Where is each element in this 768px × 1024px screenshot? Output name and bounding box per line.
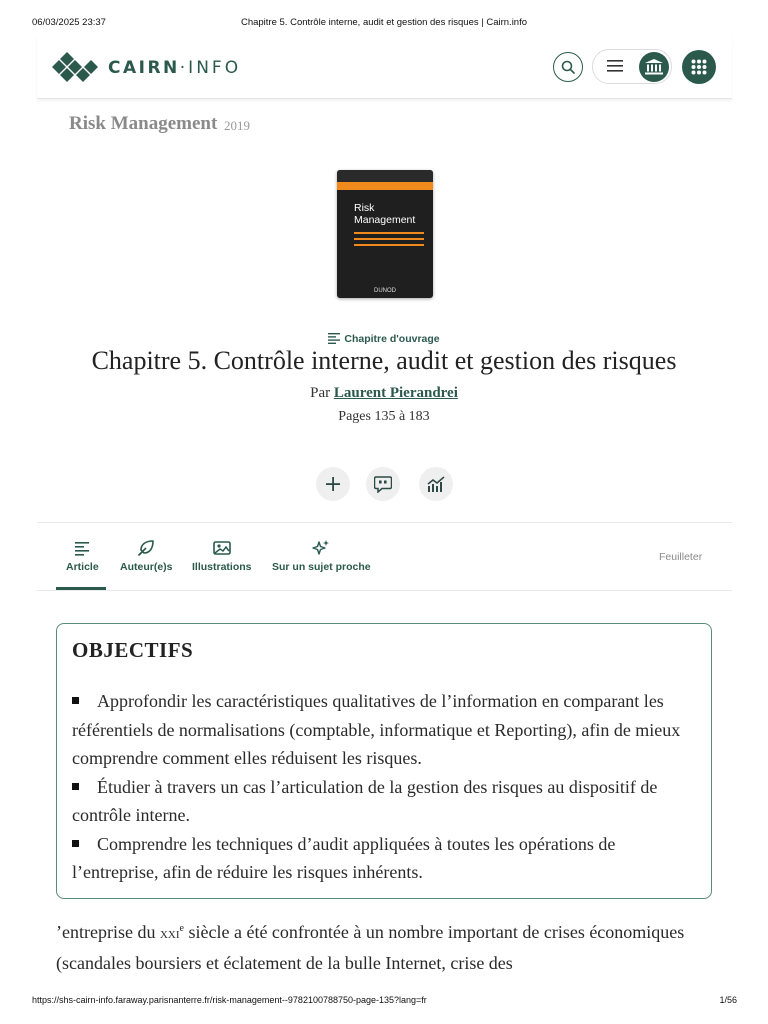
bullet-square-icon: [72, 783, 79, 790]
site-header: [37, 36, 732, 99]
book-title-link[interactable]: Risk Management: [69, 113, 218, 134]
cover-publisher: DUNOD: [374, 288, 396, 294]
print-header: [0, 17, 768, 31]
book-cover[interactable]: [337, 170, 433, 298]
article-lines-icon: [74, 539, 90, 557]
cairn-diamonds-icon: [52, 52, 102, 82]
page-range: Pages 135 à 183: [338, 409, 430, 424]
print-page-title: Chapitre 5. Contrôle interne, audit et gestion des risques | Cairn.info: [240, 17, 528, 28]
book-year: 2019: [224, 118, 250, 133]
search-button[interactable]: [553, 52, 583, 82]
chart-trend-icon: [427, 476, 445, 492]
apps-grid-button[interactable]: [682, 50, 716, 84]
article-tabs: [37, 522, 732, 591]
print-page-counter: 1/56: [719, 995, 737, 1005]
objective-item: Comprendre les techniques d’audit appliquées à toutes les opérations de l’entreprise, afin de réduire les risques inhérents.: [72, 833, 616, 882]
document-lines-icon: [328, 333, 340, 344]
print-url: https://shs-cairn-info.faraway.parisnanterre.fr/risk-management--9782100788750-page-135?lang=fr: [32, 995, 427, 1005]
cairn-logo[interactable]: [52, 52, 262, 82]
stats-button[interactable]: [419, 467, 453, 501]
sparkles-icon: [312, 539, 330, 557]
doc-type-label: Chapitre d'ouvrage: [0, 333, 768, 345]
objective-item: Approfondir les caractéristiques qualitatives de l’information en comparant les référentiels de normalisations (comptable, informatique et Reporting), afin de mieux comprendre comment elles réduisent les risques.: [72, 691, 681, 768]
feuilleter-link[interactable]: Feuilleter: [659, 551, 703, 563]
objective-item: Étudier à travers un cas l’articulation de la gestion des risques au dispositif de contrôle interne.: [72, 776, 658, 825]
byline: Par Laurent Pierandrei: [310, 385, 458, 401]
objectives-list: [72, 687, 698, 887]
logo-text: CAIRN·INFO: [108, 58, 242, 78]
print-datetime: 06/03/2025 23:37: [32, 17, 106, 28]
tab-article[interactable]: Article: [66, 539, 99, 573]
institution-button[interactable]: [639, 52, 669, 82]
add-button[interactable]: [316, 467, 350, 501]
tab-illustrations[interactable]: Illustrations: [192, 539, 252, 573]
cite-button[interactable]: [366, 467, 400, 501]
active-tab-indicator: [56, 587, 106, 590]
grid-icon: [691, 59, 707, 75]
search-icon: [561, 60, 575, 74]
plus-icon: [326, 477, 340, 491]
objectives-title: OBJECTIFS: [72, 638, 194, 662]
print-footer: [0, 995, 768, 1009]
bullet-square-icon: [72, 840, 79, 847]
institution-icon: [645, 59, 663, 75]
objectives-box: [56, 623, 712, 899]
body-paragraph: ’entreprise du xxi$^e$ siècle a été confrontée à un nombre important de crises économiques (scandales boursiers et éclatement de la bulle Internet, crise des: [56, 922, 685, 973]
quote-bubble-icon: [374, 476, 392, 493]
tab-related[interactable]: Sur un sujet proche: [272, 539, 371, 573]
author-link[interactable]: Laurent Pierandrei: [333, 385, 458, 401]
bullet-square-icon: [72, 697, 79, 704]
tab-authors[interactable]: Auteur(e)s: [120, 539, 173, 573]
chapter-title: Chapitre 5. Contrôle interne, audit et gestion des risques: [91, 346, 677, 375]
hamburger-menu-icon[interactable]: [607, 59, 623, 73]
cover-title: Risk Management: [354, 202, 416, 226]
feather-pen-icon: [137, 539, 155, 557]
image-icon: [213, 539, 231, 557]
